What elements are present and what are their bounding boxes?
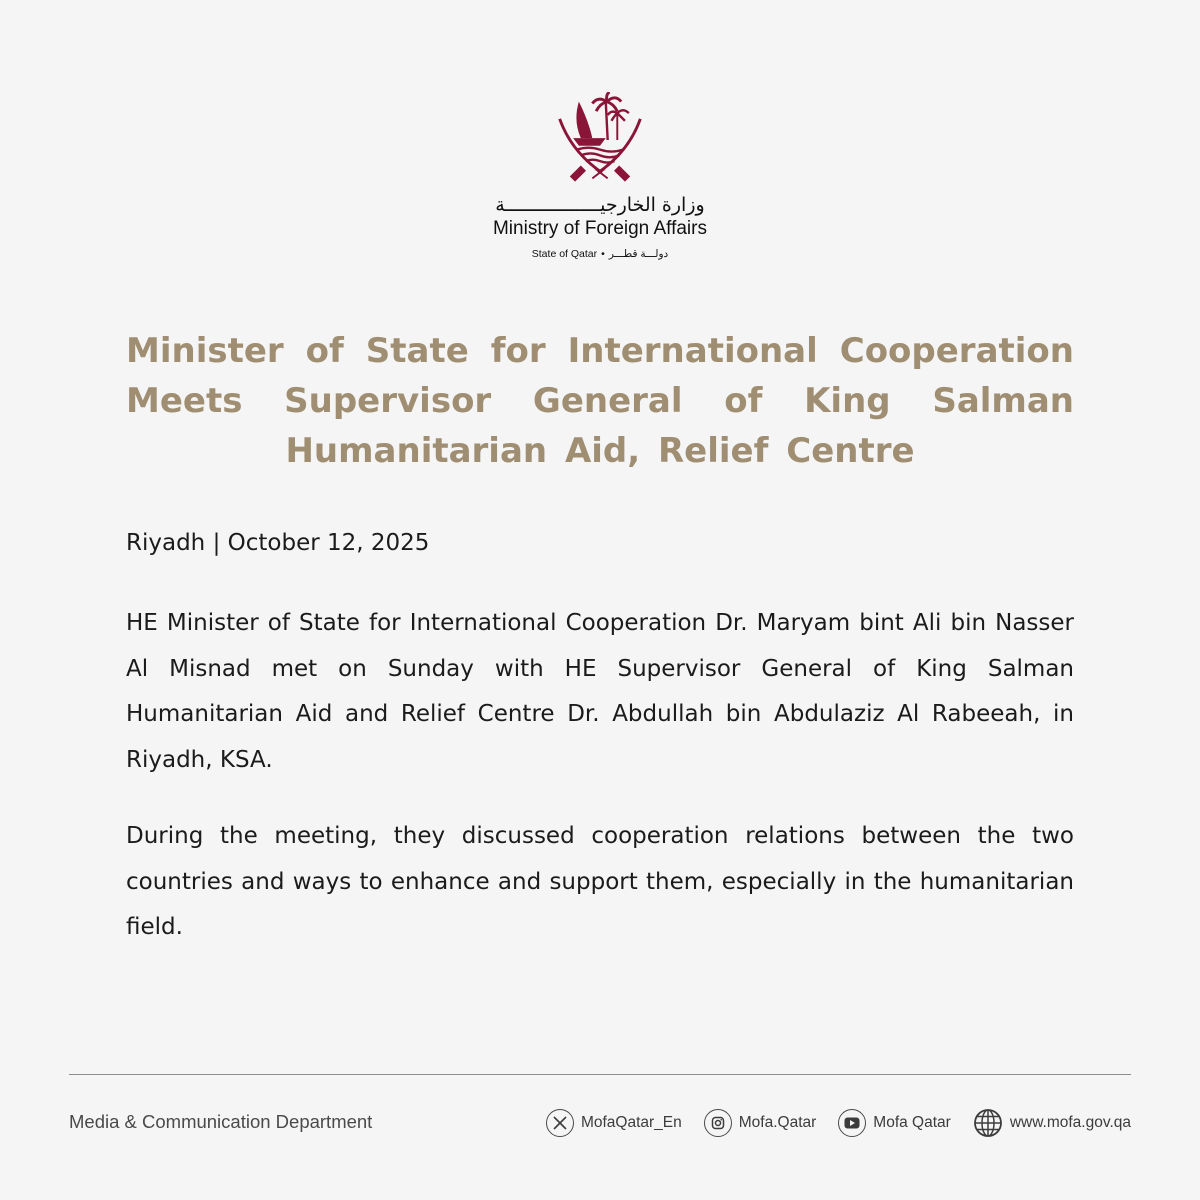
logo-english-name: Ministry of Foreign Affairs: [492, 218, 707, 239]
logo-arabic-name: وزارة الخارجيـــــــــــــــــة: [495, 194, 705, 216]
social-link-instagram[interactable]: [704, 1109, 817, 1137]
instagram-icon: [704, 1109, 732, 1137]
social-link-x[interactable]: [546, 1109, 682, 1137]
logo-state-en: State of Qatar: [531, 248, 598, 260]
logo-separator-dot: •: [601, 248, 605, 260]
social-label-youtube: Mofa Qatar: [873, 1114, 951, 1131]
social-label-website: www.mofa.gov.qa: [1009, 1114, 1131, 1131]
x-icon: [546, 1109, 574, 1137]
footer-divider: [69, 1074, 1131, 1075]
globe-icon: [973, 1108, 1003, 1138]
page-title: Minister of State for International Cooperation Meets Supervisor General of King Salman Humanitarian Aid, Relief Centre: [126, 331, 1074, 471]
social-label-x: MofaQatar_En: [580, 1114, 682, 1131]
body-paragraph-1: HE Minister of State for International Cooperation Dr. Maryam bint Ali bin Nasser Al Misnad met on Sunday with HE Supervisor General of King Salman Humanitarian Aid and Relief Centre Dr. Abdullah bin Abdulaziz Al Rabeeah, in Riyadh, KSA.: [126, 610, 1074, 773]
youtube-icon: [838, 1109, 866, 1137]
social-link-website[interactable]: [973, 1108, 1131, 1138]
social-link-youtube[interactable]: [838, 1109, 951, 1137]
footer-department: Media & Communication Department: [69, 1111, 373, 1132]
social-label-instagram: Mofa.Qatar: [738, 1114, 817, 1131]
logo-state-line: [532, 248, 668, 260]
dateline: Riyadh | October 12, 2025: [126, 530, 430, 556]
body-paragraph-2: During the meeting, they discussed cooperation relations between the two countries and ways to enhance and support them, especially in the humanitarian field.: [126, 823, 1074, 940]
logo-state-ar: دولـــة قطـــر: [608, 248, 669, 260]
ministry-logo: [0, 92, 1200, 260]
qatar-emblem-icon: [552, 92, 648, 188]
social-links: [546, 1108, 1131, 1138]
